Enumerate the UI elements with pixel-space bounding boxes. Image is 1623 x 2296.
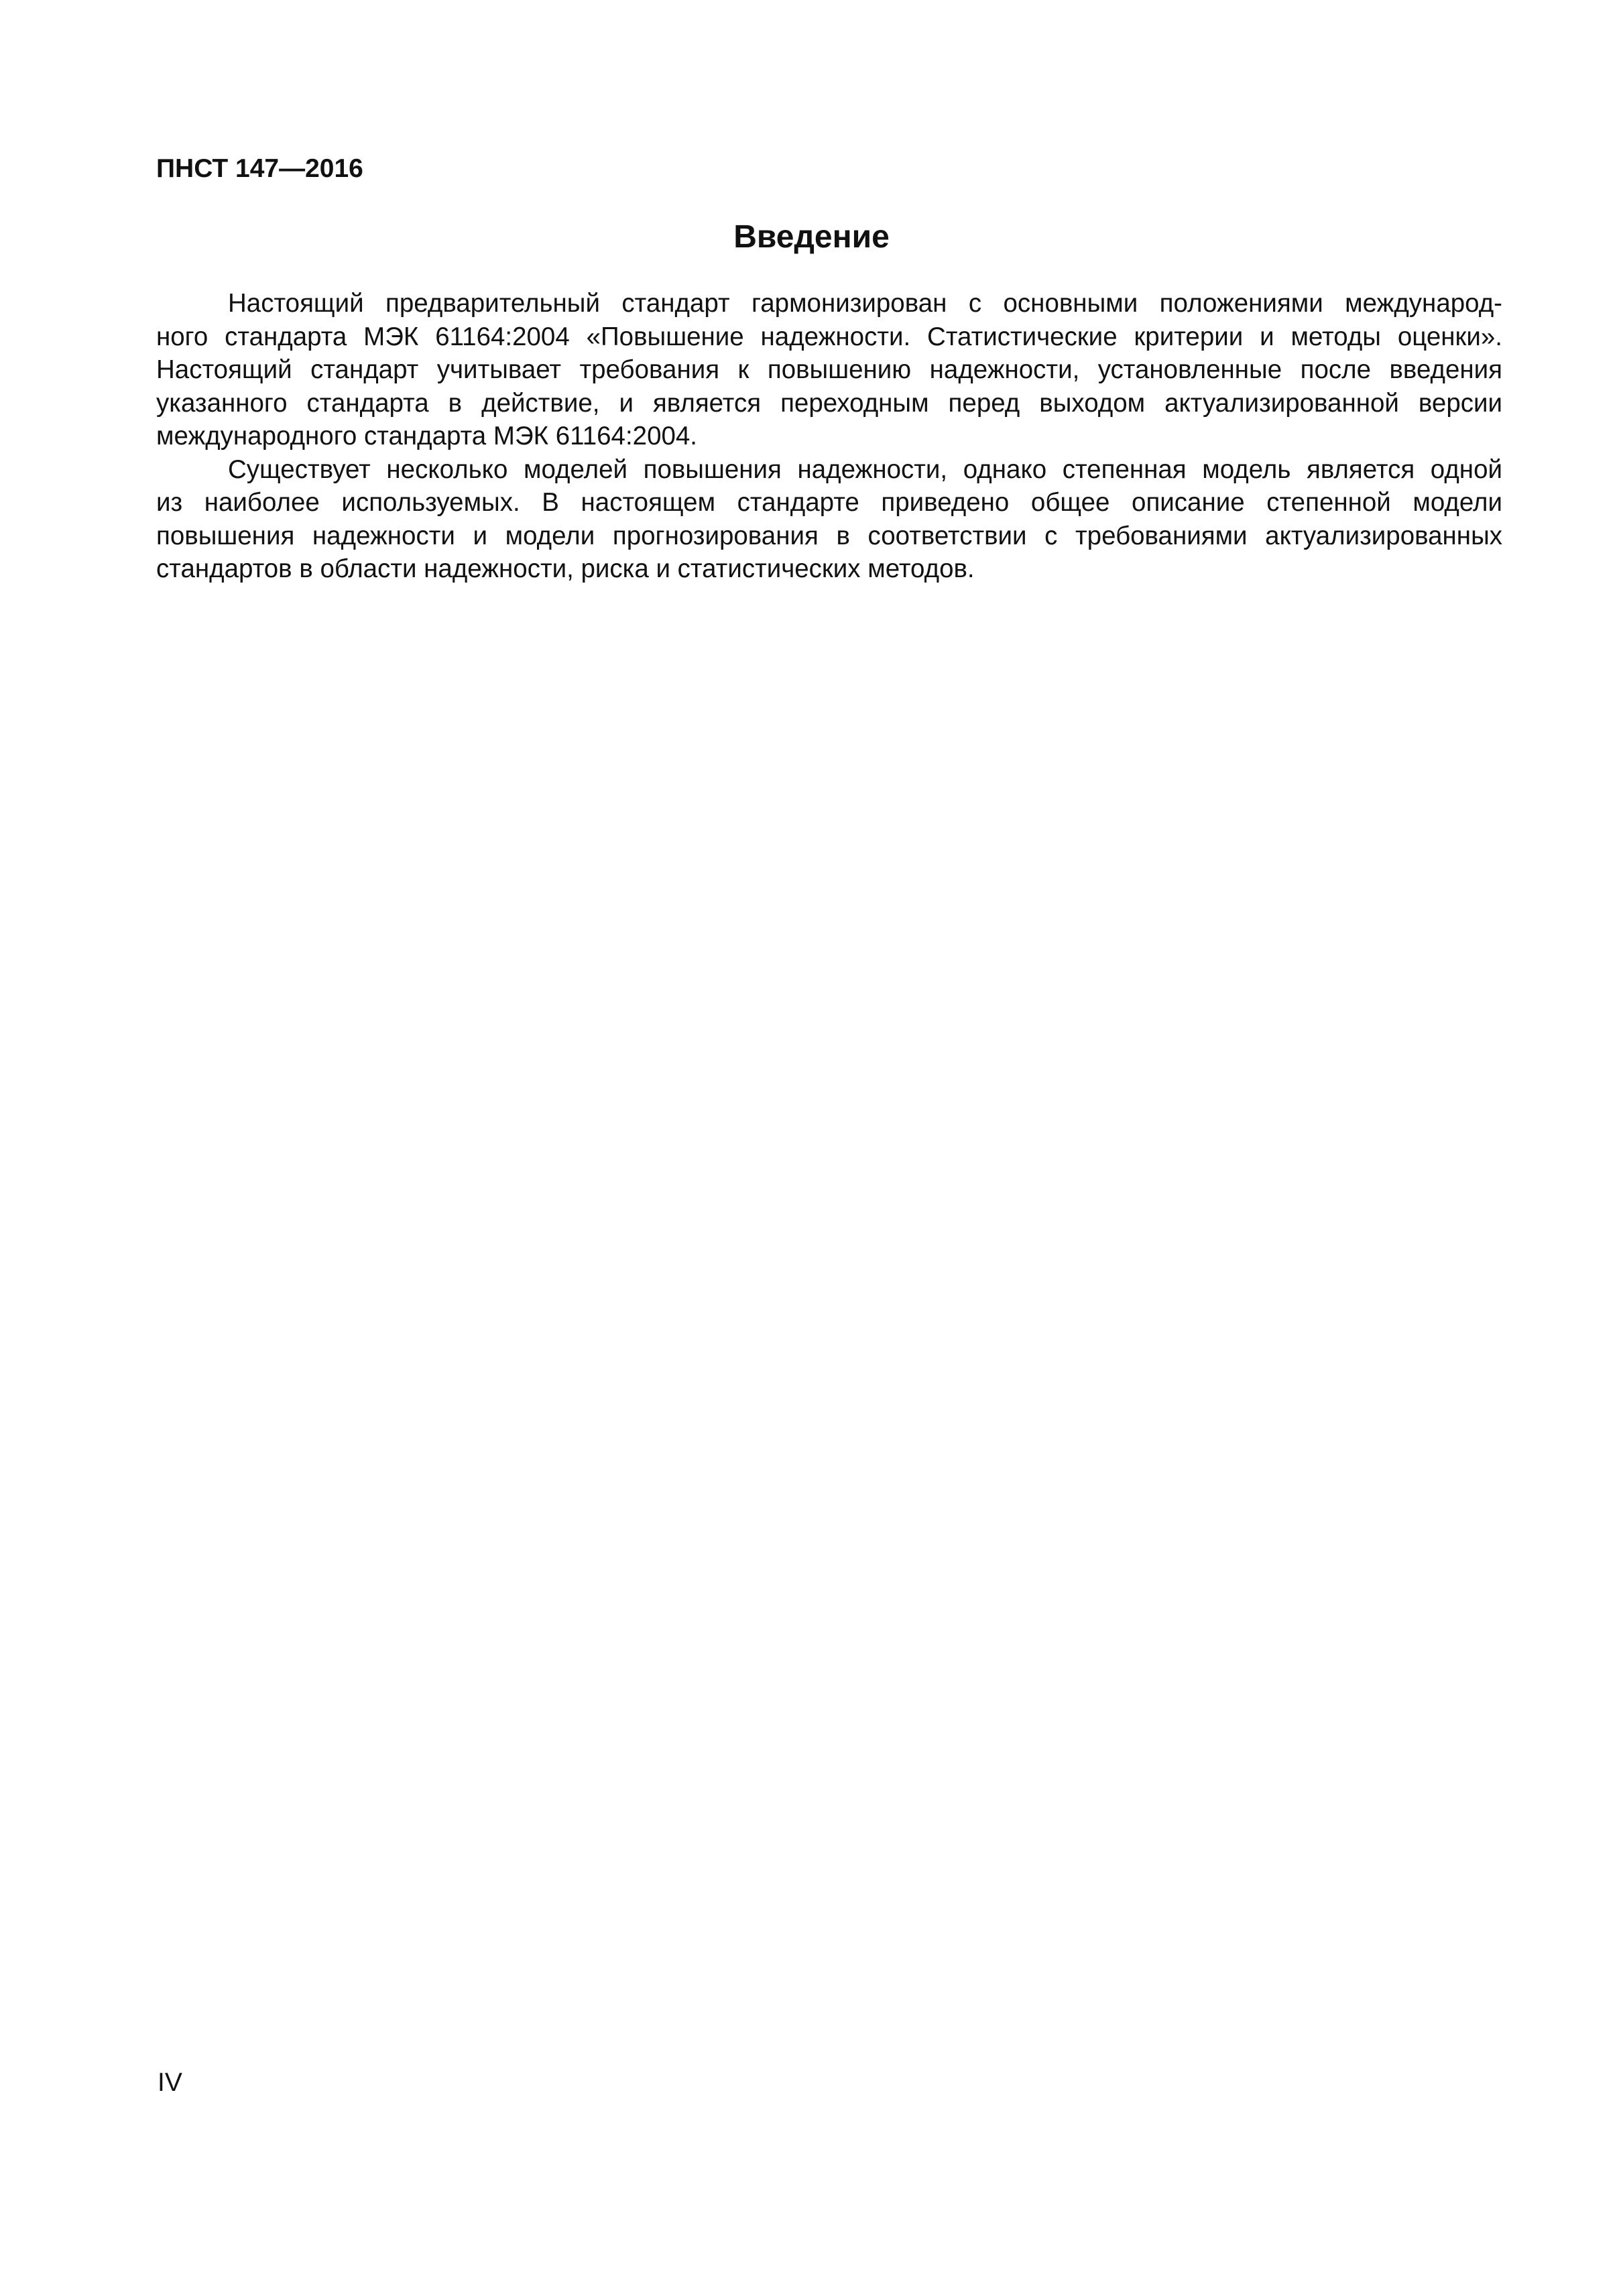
paragraph-line: Настоящий предварительный стандарт гармонизирован с основными положениями международ- — [228, 289, 1502, 318]
paragraph-line: международного стандарта МЭК 61164:2004. — [156, 422, 697, 450]
paragraph-1 — [156, 287, 1502, 453]
document-code: ПНСТ 147—2016 — [156, 154, 363, 183]
body-text — [156, 287, 1502, 586]
paragraph-line: из наиболее используемых. В настоящем стандарте приведено общее описание степенной модели — [156, 488, 1502, 517]
paragraph-line: Настоящий стандарт учитывает требования к повышению надежности, установленные после введения — [156, 355, 1502, 384]
paragraph-line: повышения надежности и модели прогнозирования в соответствии с требованиями актуализированных — [156, 521, 1502, 550]
paragraph-line: ного стандарта МЭК 61164:2004 «Повышение надежности. Статистические критерии и методы оценки». — [156, 322, 1502, 351]
paragraph-line: Существует несколько моделей повышения надежности, однако степенная модель является одной — [228, 455, 1502, 484]
page-number: IV — [158, 2068, 182, 2097]
paragraph-line: указанного стандарта в действие, и является переходным перед выходом актуализированной версии — [156, 388, 1502, 418]
paragraph-2 — [156, 453, 1502, 586]
section-title: Введение — [733, 219, 890, 255]
paragraph-line: стандартов в области надежности, риска и статистических методов. — [156, 554, 975, 583]
